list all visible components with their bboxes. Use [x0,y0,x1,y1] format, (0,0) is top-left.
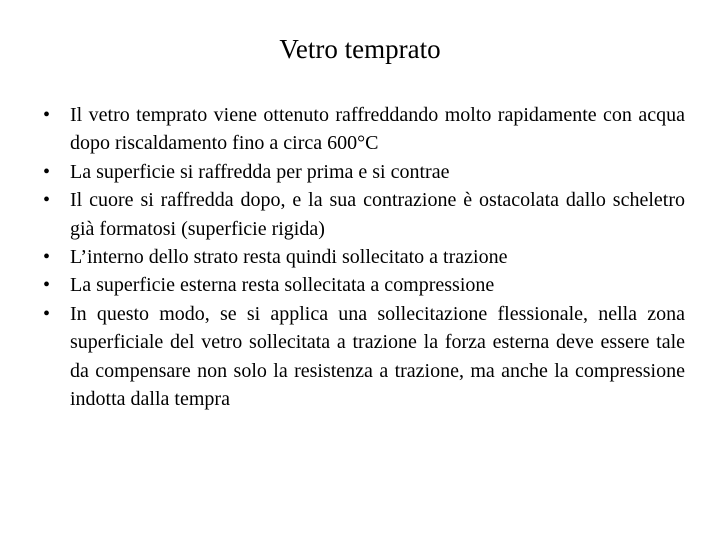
bullet-item [43,300,685,414]
bullet-text: La superficie esterna resta sollecitata a compressione [70,274,495,297]
bullet-item [43,243,685,271]
bullet-list [43,101,685,413]
bullet-marker: • [43,274,51,297]
bullet-item [43,101,685,158]
slide-title: Vetro temprato [279,34,441,64]
bullet-text: L’interno dello strato resta quindi sollecitato a trazione [70,246,508,269]
bullet-marker: • [43,160,51,183]
bullet-marker: • [43,246,51,269]
bullet-marker: • [43,104,51,126]
bullet-item [43,271,685,299]
bullet-item [43,186,685,243]
bullet-marker: • [43,302,51,325]
bullet-text: Il vetro temprato viene ottenuto raffreddando molto rapidamente con acqua dopo riscaldamento fino a circa 600°C [70,104,685,155]
bullet-text: La superficie si raffredda per prima e si contrae [70,160,450,183]
bullet-marker: • [43,189,51,212]
bullet-text: Il cuore si raffredda dopo, e la sua contrazione è ostacolata dallo scheletro già formatosi (superficie rigida) [70,189,685,240]
bullet-text: In questo modo, se si applica una sollecitazione flessionale, nella zona superficiale del vetro sollecitata a trazione la forza esterna deve essere tale da compensare non solo la resistenza a trazione, ma anche la compressione indotta dalla tempra [70,302,685,411]
bullet-item [43,158,685,186]
